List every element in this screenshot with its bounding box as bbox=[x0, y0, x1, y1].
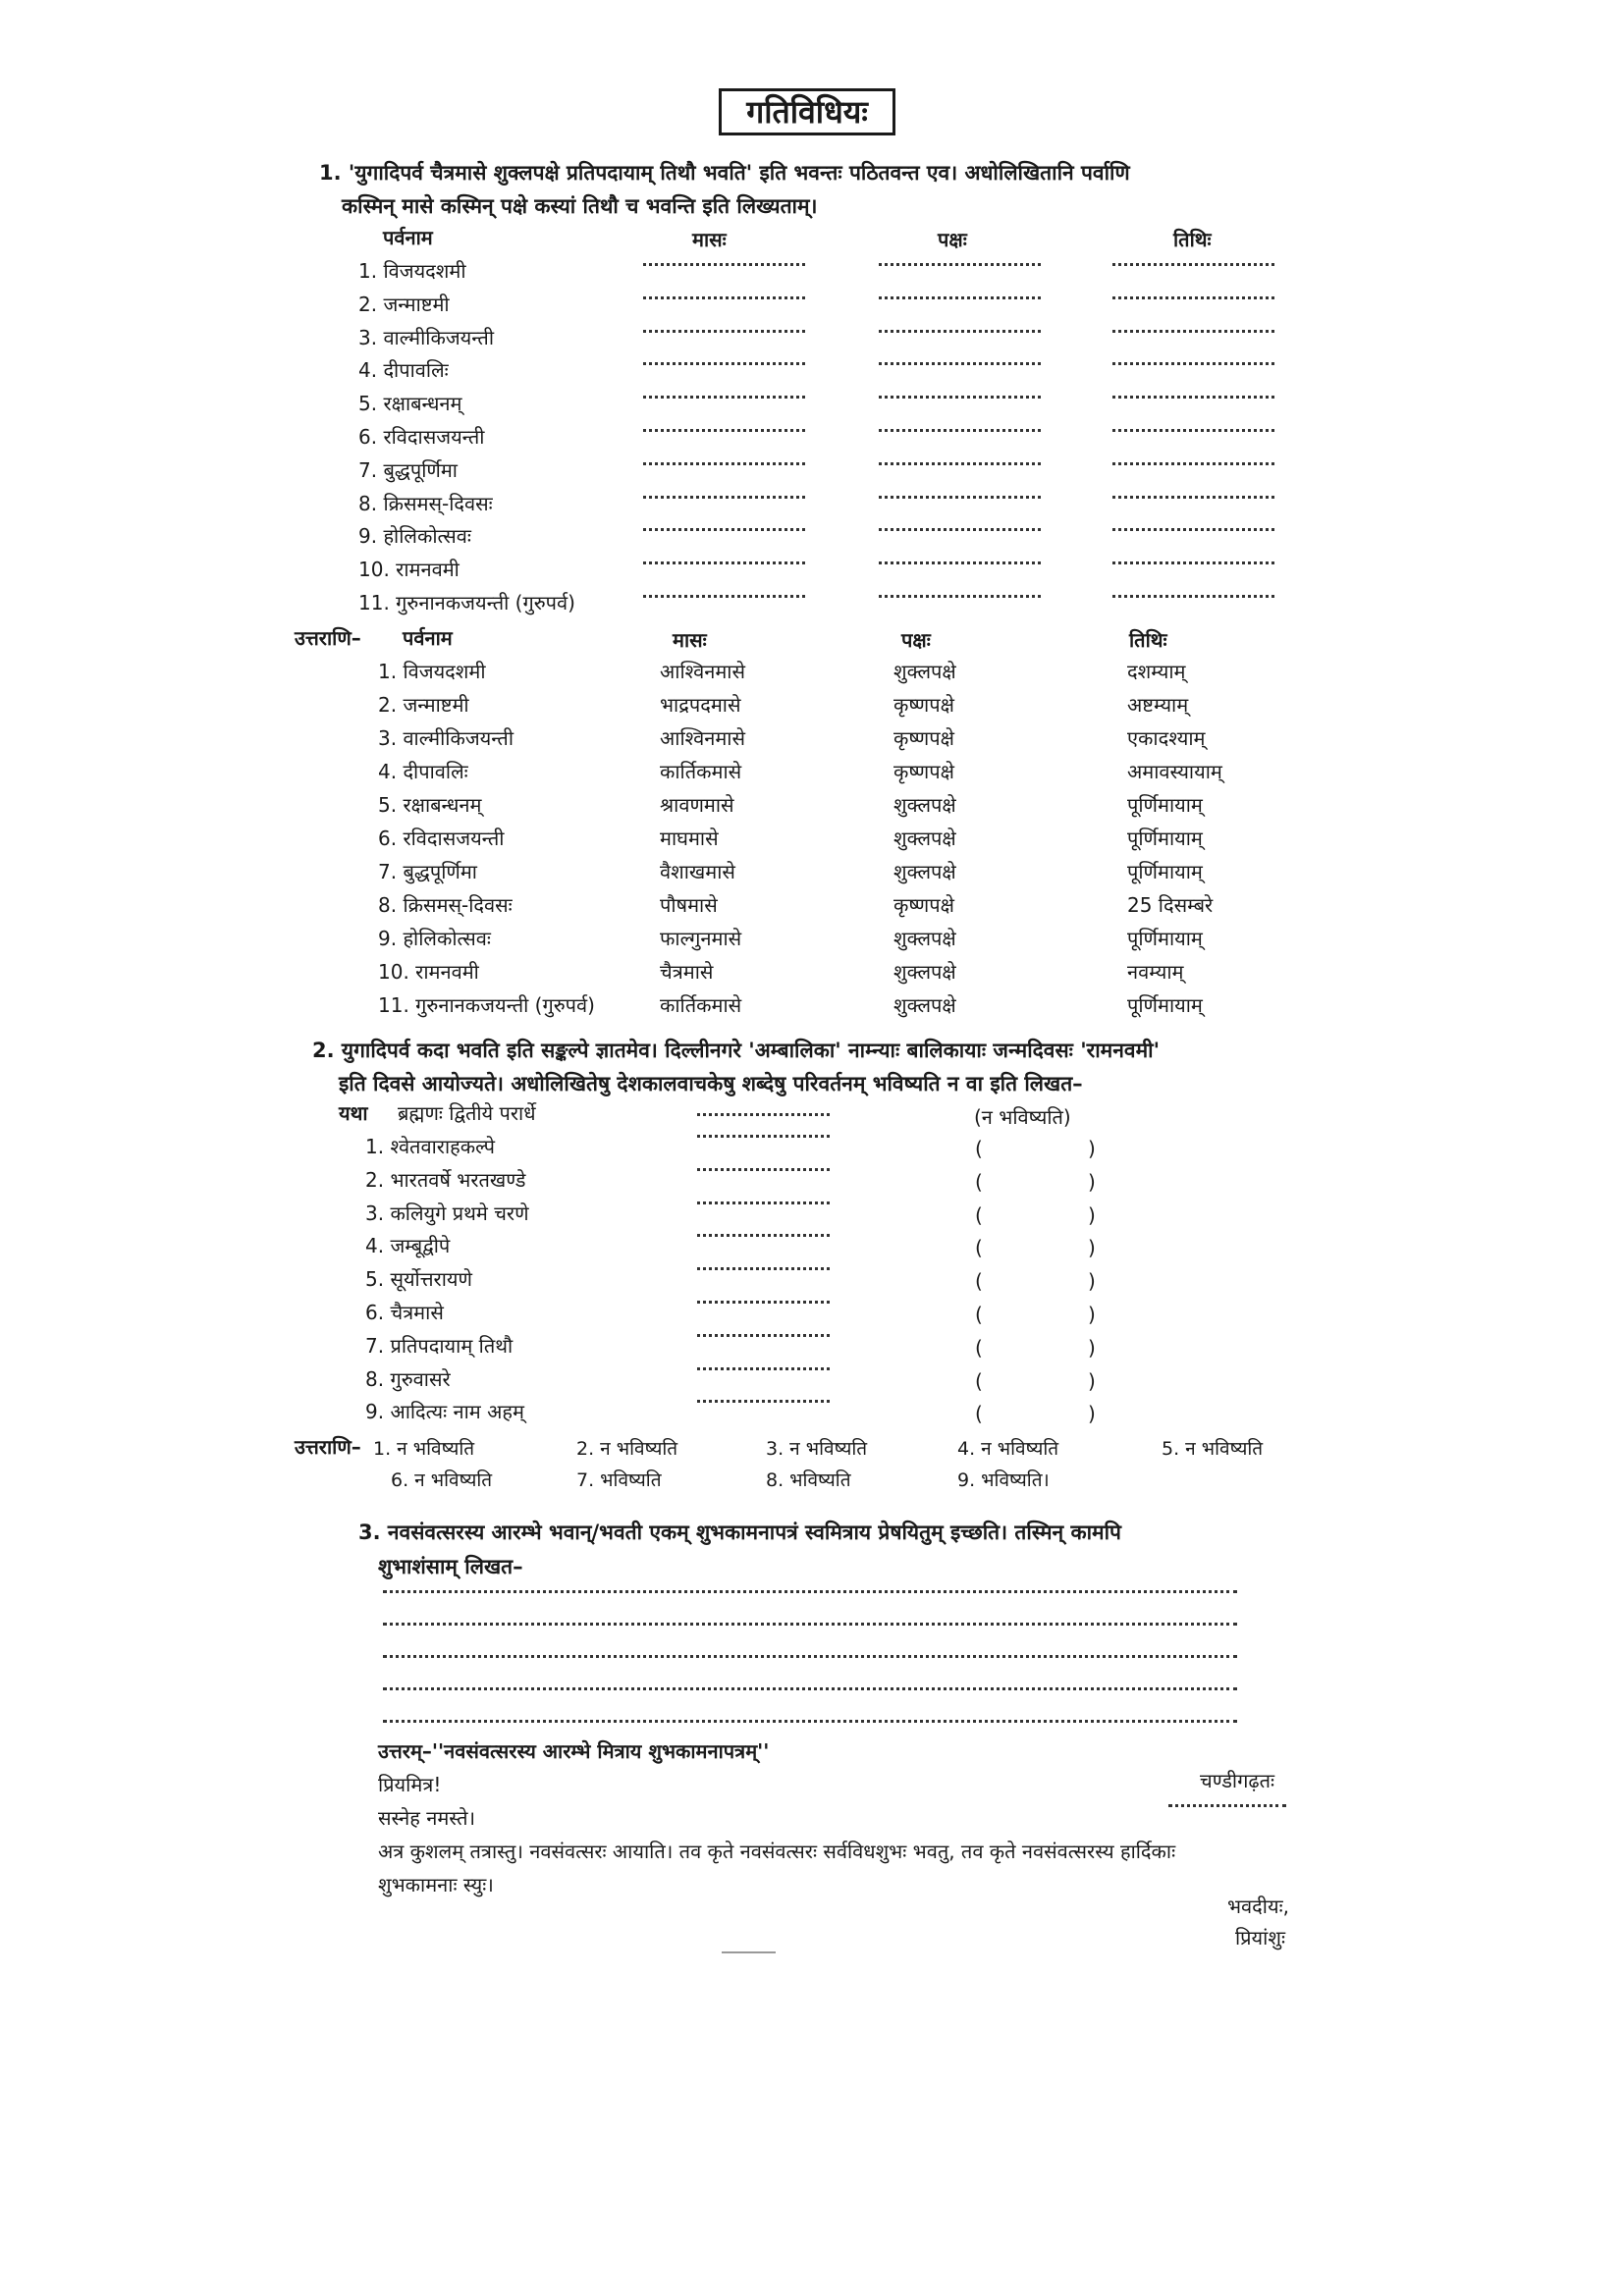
month-blank[interactable] bbox=[643, 595, 805, 598]
letter-greeting: प्रियमित्र! bbox=[378, 1773, 442, 1796]
letter-signature: प्रियांशुः bbox=[1235, 1926, 1285, 1949]
question-1-line-2: कस्मिन् मासे कस्मिन् पक्षे कस्यां तिथौ च भवन्ति इति लिख्यताम्। bbox=[342, 194, 818, 218]
fortnight-blank[interactable] bbox=[879, 496, 1041, 499]
date-blank[interactable] bbox=[1112, 496, 1274, 499]
table-row-month: वैशाखमासे bbox=[660, 860, 735, 883]
table-row-month: पौषमासे bbox=[660, 893, 718, 917]
paren-open: ( bbox=[975, 1303, 983, 1326]
table-row-date: पूर्णिमायाम् bbox=[1127, 860, 1203, 883]
writing-line[interactable] bbox=[383, 1623, 1237, 1626]
table-row-month: कार्तिकमासे bbox=[660, 993, 742, 1017]
table-row-fortnight: कृष्णपक्षे bbox=[893, 760, 954, 783]
paren-close: ) bbox=[1088, 1402, 1096, 1425]
table-row-date: पूर्णिमायाम् bbox=[1127, 993, 1203, 1017]
table-row-fortnight: शुक्लपक्षे bbox=[893, 927, 956, 950]
answer-item: 9. भविष्यति। bbox=[957, 1469, 1050, 1491]
paren-close: ) bbox=[1088, 1369, 1096, 1393]
table-row-fortnight: कृष्णपक्षे bbox=[893, 893, 954, 917]
answer-blank[interactable] bbox=[697, 1135, 830, 1138]
paren-open: ( bbox=[975, 1203, 983, 1227]
letter-body-line-1: अत्र कुशलम् तत्रास्तु। नवसंवत्सरः आयाति। तव कृते नवसंवत्सरः सर्वविधशुभः भवतु, तव कृते नवसंवत्सरस्य हार्दिकाः bbox=[378, 1840, 1176, 1863]
answers-1-label: उत्तराणि– bbox=[295, 626, 361, 650]
answer-item: 3. न भविष्यति bbox=[766, 1438, 868, 1460]
table-row-date: एकादश्याम् bbox=[1127, 726, 1206, 750]
answer-blank[interactable] bbox=[697, 1400, 830, 1403]
table-row-month: आश्विनमासे bbox=[660, 660, 745, 683]
table-row-date: पूर्णिमायाम् bbox=[1127, 827, 1203, 850]
answer-item: 5. न भविष्यति bbox=[1162, 1438, 1264, 1460]
table-row-month: माघमासे bbox=[660, 827, 719, 850]
paren-close: ) bbox=[1088, 1303, 1096, 1326]
month-blank[interactable] bbox=[643, 296, 805, 299]
fortnight-blank[interactable] bbox=[879, 362, 1041, 365]
table-row-festival: 3. वाल्मीकिजयन्ती bbox=[378, 726, 514, 750]
paren-close: ) bbox=[1088, 1203, 1096, 1227]
list-item: 5. सूर्योत्तरायणे bbox=[365, 1267, 472, 1291]
date-blank[interactable] bbox=[1112, 528, 1274, 531]
table-row-month: कार्तिकमासे bbox=[660, 760, 742, 783]
table-row-festival: 2. जन्माष्टमी bbox=[378, 693, 469, 717]
fortnight-blank[interactable] bbox=[879, 429, 1041, 432]
page-title: गतिविधियः bbox=[719, 88, 895, 135]
list-item: 5. रक्षाबन्धनम् bbox=[358, 392, 462, 415]
table-row-fortnight: कृष्णपक्षे bbox=[893, 693, 954, 717]
month-blank[interactable] bbox=[643, 396, 805, 399]
table-row-fortnight: शुक्लपक्षे bbox=[893, 827, 956, 850]
month-blank[interactable] bbox=[643, 528, 805, 531]
answer-item: 4. न भविष्यति bbox=[957, 1438, 1059, 1460]
date-blank[interactable] bbox=[1112, 429, 1274, 432]
list-item: 7. बुद्धपूर्णिमा bbox=[358, 458, 458, 482]
fortnight-blank[interactable] bbox=[879, 263, 1041, 266]
letter-place: चण्डीगढ़तः bbox=[1200, 1769, 1275, 1792]
answer-item: 7. भविष्यति bbox=[576, 1469, 662, 1491]
paren-open: ( bbox=[975, 1269, 983, 1293]
list-item: 9. आदित्यः नाम अहम् bbox=[365, 1400, 524, 1423]
date-blank[interactable] bbox=[1112, 595, 1274, 598]
table-row-date: पूर्णिमायाम् bbox=[1127, 793, 1203, 817]
table-row-date: पूर्णिमायाम् bbox=[1127, 927, 1203, 950]
table-row-month: चैत्रमासे bbox=[660, 960, 714, 984]
writing-line[interactable] bbox=[383, 1655, 1237, 1658]
divider bbox=[722, 1951, 776, 1953]
date-blank[interactable] bbox=[1112, 263, 1274, 266]
month-blank[interactable] bbox=[643, 561, 805, 564]
q1-header-fortnight: पक्षः bbox=[938, 228, 967, 251]
list-item: 2. जन्माष्टमी bbox=[358, 293, 450, 316]
month-blank[interactable] bbox=[643, 362, 805, 365]
paren-close: ) bbox=[1088, 1269, 1096, 1293]
writing-line[interactable] bbox=[383, 1590, 1237, 1593]
q1-header-month: मासः bbox=[692, 228, 727, 251]
table-row-festival: 6. रविदासजयन्ती bbox=[378, 827, 505, 850]
letter-closing: भवदीयः, bbox=[1227, 1895, 1289, 1918]
ans1-header-date: तिथिः bbox=[1129, 628, 1167, 652]
question-2-line-2: इति दिवसे आयोज्यते। अधोलिखितेषु देशकालवाचकेषु शब्देषु परिवर्तनम् भविष्यति न वा इति लिखत– bbox=[339, 1072, 1083, 1095]
table-row-festival: 8. क्रिसमस्-दिवसः bbox=[378, 893, 513, 917]
table-row-date: अष्टम्याम् bbox=[1127, 693, 1189, 717]
question-3-line-1: 3. नवसंवत्सरस्य आरम्भे भवान्/भवती एकम् शुभकामनापत्रं स्वमित्राय प्रेषयितुम् इच्छति। तस्मिन् कामपि bbox=[358, 1521, 1121, 1544]
month-blank[interactable] bbox=[643, 429, 805, 432]
answers-2-label: उत्तराणि– bbox=[295, 1435, 361, 1459]
answer-blank[interactable] bbox=[697, 1168, 830, 1171]
date-blank[interactable] bbox=[1112, 330, 1274, 333]
fortnight-blank[interactable] bbox=[879, 528, 1041, 531]
table-row-festival: 5. रक्षाबन्धनम् bbox=[378, 793, 482, 817]
question-2-line-1: 2. युगादिपर्व कदा भवति इति सङ्कल्पे ज्ञातमेव। दिल्लीनगरे 'अम्बालिका' नाम्न्याः बालिकायाः जन्मदिवसः 'रामनवमी' bbox=[312, 1039, 1160, 1062]
table-row-date: दशम्याम् bbox=[1127, 660, 1186, 683]
answer-3-heading: उत्तरम्–''नवसंवत्सरस्य आरम्भे मित्राय शुभकामनापत्रम्'' bbox=[378, 1739, 770, 1763]
paren-open: ( bbox=[975, 1236, 983, 1259]
answer-blank[interactable] bbox=[697, 1267, 830, 1270]
table-row-festival: 1. विजयदशमी bbox=[378, 660, 486, 683]
paren-close: ) bbox=[1088, 1137, 1096, 1160]
answer-item: 2. न भविष्यति bbox=[576, 1438, 678, 1460]
list-item: 8. क्रिसमस्-दिवसः bbox=[358, 492, 493, 515]
table-row-date: अमावस्यायाम् bbox=[1127, 760, 1222, 783]
example-answer: (न भविष्यति) bbox=[974, 1105, 1071, 1129]
paren-open: ( bbox=[975, 1402, 983, 1425]
paren-close: ) bbox=[1088, 1336, 1096, 1360]
answer-item: 8. भविष्यति bbox=[766, 1469, 851, 1491]
fortnight-blank[interactable] bbox=[879, 296, 1041, 299]
paren-close: ) bbox=[1088, 1170, 1096, 1194]
table-row-fortnight: शुक्लपक्षे bbox=[893, 860, 956, 883]
writing-line[interactable] bbox=[383, 1687, 1237, 1690]
date-blank[interactable] bbox=[1112, 462, 1274, 465]
answer-blank[interactable] bbox=[697, 1367, 830, 1370]
answer-blank[interactable] bbox=[697, 1301, 830, 1304]
month-blank[interactable] bbox=[643, 462, 805, 465]
table-row-festival: 9. होलिकोत्सवः bbox=[378, 927, 491, 950]
table-row-fortnight: शुक्लपक्षे bbox=[893, 960, 956, 984]
list-item: 9. होलिकोत्सवः bbox=[358, 524, 471, 548]
answer-blank[interactable] bbox=[697, 1201, 830, 1204]
paren-open: ( bbox=[975, 1336, 983, 1360]
answer-item: 6. न भविष्यति bbox=[391, 1469, 493, 1491]
list-item: 10. रामनवमी bbox=[358, 558, 460, 581]
list-item: 11. गुरुनानकजयन्ती (गुरुपर्व) bbox=[358, 591, 575, 614]
writing-line[interactable] bbox=[383, 1720, 1237, 1723]
fortnight-blank[interactable] bbox=[879, 462, 1041, 465]
table-row-festival: 10. रामनवमी bbox=[378, 960, 479, 984]
answer-item: 1. न भविष्यति bbox=[373, 1438, 475, 1460]
list-item: 6. रविदासजयन्ती bbox=[358, 425, 485, 449]
list-item: 1. विजयदशमी bbox=[358, 259, 466, 283]
list-item: 3. कलियुगे प्रथमे चरणे bbox=[365, 1201, 529, 1225]
list-item: 8. गुरुवासरे bbox=[365, 1367, 451, 1391]
paren-open: ( bbox=[975, 1137, 983, 1160]
month-blank[interactable] bbox=[643, 496, 805, 499]
example-label: यथा bbox=[339, 1101, 368, 1125]
fortnight-blank[interactable] bbox=[879, 561, 1041, 564]
table-row-date: नवम्याम् bbox=[1127, 960, 1184, 984]
table-row-festival: 4. दीपावलिः bbox=[378, 760, 468, 783]
answer-blank[interactable] bbox=[697, 1113, 830, 1116]
fortnight-blank[interactable] bbox=[879, 396, 1041, 399]
paren-close: ) bbox=[1088, 1236, 1096, 1259]
month-blank[interactable] bbox=[643, 263, 805, 266]
paren-open: ( bbox=[975, 1170, 983, 1194]
date-blank[interactable] bbox=[1112, 561, 1274, 564]
table-row-month: फाल्गुनमासे bbox=[660, 927, 742, 950]
month-blank[interactable] bbox=[643, 330, 805, 333]
table-row-festival: 11. गुरुनानकजयन्ती (गुरुपर्व) bbox=[378, 993, 595, 1017]
list-item: 6. चैत्रमासे bbox=[365, 1301, 444, 1324]
table-row-fortnight: शुक्लपक्षे bbox=[893, 793, 956, 817]
list-item: 2. भारतवर्षे भरतखण्डे bbox=[365, 1168, 526, 1192]
ans1-header-month: मासः bbox=[673, 628, 707, 652]
ans1-header-fortnight: पक्षः bbox=[901, 628, 931, 652]
table-row-month: भाद्रपदमासे bbox=[660, 693, 741, 717]
table-row-month: आश्विनमासे bbox=[660, 726, 745, 750]
date-blank[interactable] bbox=[1112, 362, 1274, 365]
date-blank[interactable] bbox=[1112, 296, 1274, 299]
answer-blank[interactable] bbox=[697, 1234, 830, 1237]
table-row-fortnight: शुक्लपक्षे bbox=[893, 993, 956, 1017]
fortnight-blank[interactable] bbox=[879, 595, 1041, 598]
ans1-header-festival: पर्वनाम bbox=[403, 626, 453, 650]
list-item: 4. जम्बूद्वीपे bbox=[365, 1234, 451, 1257]
example-text: ब्रह्मणः द्वितीये परार्धे bbox=[398, 1101, 536, 1125]
question-1-line-1: 1. 'युगादिपर्व चैत्रमासे शुक्लपक्षे प्रतिपदायाम् तिथौ भवति' इति भवन्तः पठितवन्त एव। अधोलिखितानि पर्वाणि bbox=[319, 161, 1130, 185]
letter-body-line-2: शुभकामनाः स्युः। bbox=[378, 1873, 494, 1896]
table-row-date: 25 दिसम्बरे bbox=[1127, 893, 1214, 917]
q1-header-festival: पर्वनाम bbox=[383, 226, 433, 249]
list-item: 4. दीपावलिः bbox=[358, 358, 449, 382]
date-blank[interactable] bbox=[1168, 1804, 1286, 1807]
fortnight-blank[interactable] bbox=[879, 330, 1041, 333]
letter-salutation: सस्नेह नमस्ते। bbox=[378, 1806, 476, 1830]
table-row-fortnight: कृष्णपक्षे bbox=[893, 726, 954, 750]
answer-blank[interactable] bbox=[697, 1334, 830, 1337]
table-row-fortnight: शुक्लपक्षे bbox=[893, 660, 956, 683]
q1-header-date: तिथिः bbox=[1173, 228, 1212, 251]
list-item: 1. श्वेतवाराहकल्पे bbox=[365, 1135, 496, 1158]
table-row-month: श्रावणमासे bbox=[660, 793, 734, 817]
list-item: 3. वाल्मीकिजयन्ती bbox=[358, 326, 494, 349]
question-3-line-2: शुभाशंसाम् लिखत– bbox=[378, 1555, 523, 1578]
table-row-festival: 7. बुद्धपूर्णिमा bbox=[378, 860, 477, 883]
paren-open: ( bbox=[975, 1369, 983, 1393]
date-blank[interactable] bbox=[1112, 396, 1274, 399]
list-item: 7. प्रतिपदायाम् तिथौ bbox=[365, 1334, 514, 1358]
